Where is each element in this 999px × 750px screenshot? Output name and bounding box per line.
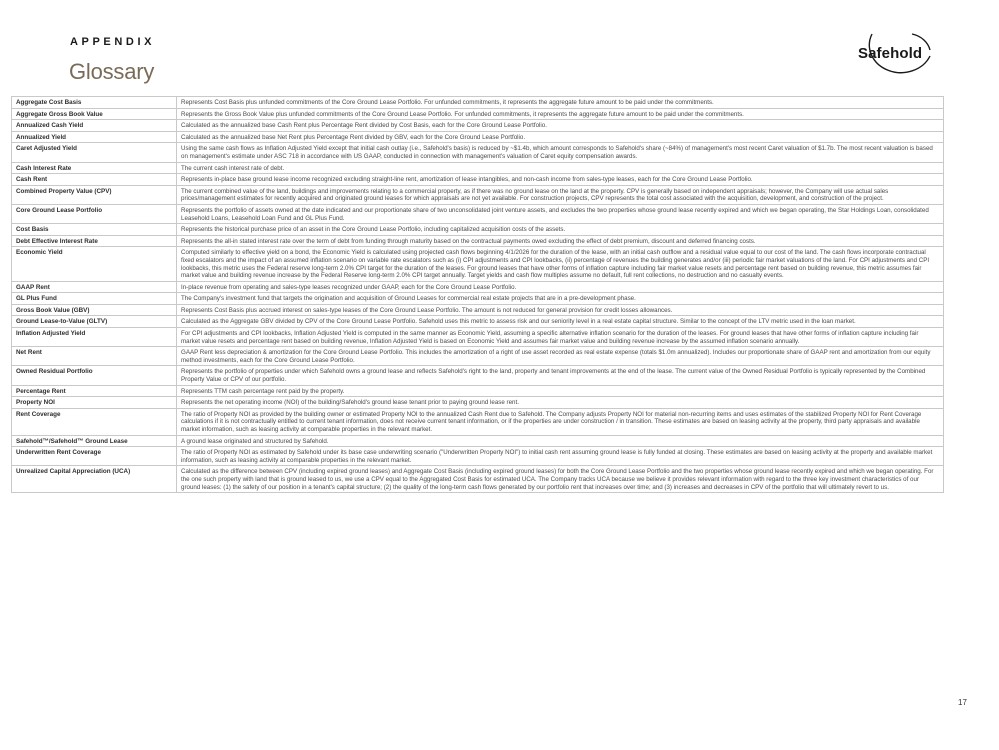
- glossary-row: [12, 235, 944, 247]
- glossary-definition: For CPI adjustments and CPI lookbacks, Inflation Adjusted Yield is computed in the same manner as Economic Yield, assuming a specific alternative inflation scenario for the duration of the leases. For ground leases that have other forms of inflation capture including fair market value resets and percentage rent based on building revenue, Inflation Adjusted Yield is based on Economic Yield and assumes fair market value and building revenue increase by the assumed inflation scenario annually.: [177, 328, 944, 347]
- glossary-term: Debt Effective Interest Rate: [12, 235, 177, 247]
- glossary-row: [12, 174, 944, 186]
- glossary-definition: Calculated as the Aggregate GBV divided by CPV of the Core Ground Lease Portfolio. Safehold uses this metric to assess risk and our seniority level in a real estate capital structure. Similar to the concept of the LTV metric used in the loan market.: [177, 316, 944, 328]
- glossary-row: [12, 447, 944, 466]
- glossary-definition: Calculated as the difference between CPV (including expired ground leases) and Aggregate Cost Basis (including expired ground leases) for both the Core Ground Lease Portfolio and the two properties whose ground lease recently expired and which we began operating. For the one such property with land that is ground leased to us, we use a CPV equal to the Aggregated Cost Basis for estimated UCA. The Company tracks UCA because we believe it provides relevant information with regard to the three key investment characteristics of our ground leases: (1) the safety of our position in a tenant's capital structure; (2) the quality of the long-term cash flows generated by our portfolio rent that increases over time; and (3) increases and decreases in CPV of the portfolio that will ultimately revert to us.: [177, 466, 944, 493]
- glossary-definition: In-place revenue from operating and sales-type leases recognized under GAAP, each for the Core Ground Lease Portfolio.: [177, 281, 944, 293]
- glossary-row: [12, 385, 944, 397]
- glossary-definition: The current combined value of the land, buildings and improvements relating to a commercial property, as if there was no ground lease on the land at the property. CPV is generally based on independent appraisals; however, the Company will use actual sales prices/management estimates for recently acquired and originated ground leases for which appraisals are not yet available. For construction projects, CPV represents the total cost associated with the acquisition, development, and construction of the project.: [177, 185, 944, 204]
- glossary-definition: Using the same cash flows as Inflation Adjusted Yield except that initial cash outlay (i.e., Safehold's basis) is reduced by ~$1.4b, which amount corresponds to Safehold's share (~84%) of management's most recent Caret valuation of $1.7b. The most recent valuation is based on management's estimate under ASC 718 in accordance with US GAAP, conducted in connection with management's valuation of Caret equity compensation awards.: [177, 143, 944, 162]
- glossary-term: Cash Interest Rate: [12, 162, 177, 174]
- glossary-term: Ground Lease-to-Value (GLTV): [12, 316, 177, 328]
- glossary-term: Aggregate Cost Basis: [12, 97, 177, 109]
- glossary-definition: Represents the net operating income (NOI) of the building/Safehold's ground lease tenant prior to paying ground lease rent.: [177, 397, 944, 409]
- glossary-row: [12, 204, 944, 223]
- glossary-row: [12, 435, 944, 447]
- glossary-row: [12, 328, 944, 347]
- glossary-row: [12, 304, 944, 316]
- glossary-definition: Represents the Gross Book Value plus unfunded commitments of the Core Ground Lease Portfolio. For unfunded commitments, it represents the aggregate future amount to be paid under the commitments.: [177, 108, 944, 120]
- glossary-row: [12, 224, 944, 236]
- glossary-row: [12, 108, 944, 120]
- glossary-definition: Computed similarly to effective yield on a bond, the Economic Yield is calculated using projected cash flows beginning 4/1/2026 for the duration of the lease, with an initial cash outflow and a residual value equal to our cost of the land. The cash flows incorporate contractual fixed escalators and the impact of an assumed inflation scenario on variable rate escalators such as (i) CPI adjustments and CPI lookbacks, (ii) percentage of revenues the building generates and/or (iii) periodic fair market valuations of the land. For CPI adjustments and CPI lookbacks, this metric uses the Federal reserve long-term 2.0% CPI target for the duration of the leases. For ground leases that have other forms of inflation capture including fair market value resets and percentage rent based on building revenue, this metric assumes fair market value and building revenue increase by the Federal Reserve long-term 2.0% CPI target annually. Target yields and cash flow multiples assume no default, full rent collections, no destruction and no casualty events.: [177, 247, 944, 281]
- glossary-row: [12, 120, 944, 132]
- glossary-term: Rent Coverage: [12, 408, 177, 435]
- glossary-definition: Calculated as the annualized base Cash Rent plus Percentage Rent divided by Cost Basis, each for the Core Ground Lease Portfolio.: [177, 120, 944, 132]
- section-eyebrow: APPENDIX: [70, 36, 156, 48]
- safehold-logo: [852, 30, 934, 80]
- glossary-row: [12, 316, 944, 328]
- glossary-row: [12, 397, 944, 409]
- glossary-definition: Represents the all-in stated interest rate over the term of debt from funding through maturity based on the contractual payments owed excluding the effect of debt premium, discount and deferred financing costs.: [177, 235, 944, 247]
- glossary-row: [12, 366, 944, 385]
- glossary-row: [12, 281, 944, 293]
- glossary-definition: Represents the historical purchase price of an asset in the Core Ground Lease Portfolio, including capitalized acquisition costs of the assets.: [177, 224, 944, 236]
- glossary-definition: The ratio of Property NOI as provided by the building owner or estimated Property NOI to the annualized Cash Rent due to Safehold. The Company adjusts Property NOI for material non-recurring items and uses estimates of the stabilized Property NOI for Rent Coverage calculations if it is not contractually entitled to current tenant information, does not receive current tenant information, or if the properties are under construction / in transition. These estimates are based on leasing activity at the property, third party appraisals and available market information, such as leasing activity at comparable properties in the relevant market.: [177, 408, 944, 435]
- glossary-definition: A ground lease originated and structured by Safehold.: [177, 435, 944, 447]
- glossary-table: [11, 96, 944, 493]
- glossary-term: Aggregate Gross Book Value: [12, 108, 177, 120]
- glossary-row: [12, 97, 944, 109]
- glossary-definition: The Company's investment fund that targets the origination and acquisition of Ground Leases for commercial real estate projects that are in a pre-development phase.: [177, 293, 944, 305]
- glossary-definition: Represents TTM cash percentage rent paid by the property.: [177, 385, 944, 397]
- glossary-row: [12, 131, 944, 143]
- glossary-term: Percentage Rent: [12, 385, 177, 397]
- page-title: Glossary: [69, 59, 155, 84]
- glossary-term: Caret Adjusted Yield: [12, 143, 177, 162]
- glossary-term: Unrealized Capital Appreciation (UCA): [12, 466, 177, 493]
- glossary-row: [12, 408, 944, 435]
- glossary-row: [12, 247, 944, 281]
- glossary-term: Underwritten Rent Coverage: [12, 447, 177, 466]
- glossary-term: Cash Rent: [12, 174, 177, 186]
- glossary-definition: Represents the portfolio of assets owned at the date indicated and our proportionate share of two unconsolidated joint venture assets, and excludes the two properties whose ground lease recently expired and which we began operating, the Star Holdings Loan, consolidated Leasehold Loans, Leasehold Loan Fund and GL Plus Fund.: [177, 204, 944, 223]
- page-number: 17: [958, 698, 967, 707]
- glossary-term: Economic Yield: [12, 247, 177, 281]
- glossary-term: Cost Basis: [12, 224, 177, 236]
- glossary-row: [12, 185, 944, 204]
- glossary-definition: The current cash interest rate of debt.: [177, 162, 944, 174]
- glossary-term: Annualized Yield: [12, 131, 177, 143]
- glossary-term: GL Plus Fund: [12, 293, 177, 305]
- glossary-row: [12, 162, 944, 174]
- glossary-term: Property NOI: [12, 397, 177, 409]
- glossary-term: Gross Book Value (GBV): [12, 304, 177, 316]
- glossary-term: Annualized Cash Yield: [12, 120, 177, 132]
- glossary-term: Core Ground Lease Portfolio: [12, 204, 177, 223]
- glossary-definition: Represents Cost Basis plus accrued interest on sales-type leases of the Core Ground Lease Portfolio. The amount is not reduced for general provision for credit losses allowances.: [177, 304, 944, 316]
- glossary-term: Combined Property Value (CPV): [12, 185, 177, 204]
- glossary-definition: Represents Cost Basis plus unfunded commitments of the Core Ground Lease Portfolio. For unfunded commitments, it represents the aggregate future amount to be paid under the commitments.: [177, 97, 944, 109]
- glossary-term: Owned Residual Portfolio: [12, 366, 177, 385]
- glossary-row: [12, 293, 944, 305]
- glossary-row: [12, 347, 944, 366]
- glossary-term: Safehold™/Safehold™ Ground Lease: [12, 435, 177, 447]
- glossary-definition: Represents in-place base ground lease income recognized excluding straight-line rent, amortization of lease intangibles, and non-cash income from sales-type leases, each for the Core Ground Lease Portfolio.: [177, 174, 944, 186]
- glossary-term: Net Rent: [12, 347, 177, 366]
- glossary-term: Inflation Adjusted Yield: [12, 328, 177, 347]
- glossary-definition: The ratio of Property NOI as estimated by Safehold under its base case underwriting scenario ("Underwritten Property NOI") to initial cash rent assuming ground lease is fully funded at closing. These estimates are based on leasing activity at the property and available market information, such as leasing activity at comparable properties in the relevant market.: [177, 447, 944, 466]
- glossary-term: GAAP Rent: [12, 281, 177, 293]
- glossary-definition: Represents the portfolio of properties under which Safehold owns a ground lease and reflects Safehold's right to the land, property and tenant improvements at the end of the lease. The current value of the Owned Residual Portfolio is typically represented by the Combined Property Value or CPV of our portfolio.: [177, 366, 944, 385]
- glossary-definition: GAAP Rent less depreciation & amortization for the Core Ground Lease Portfolio. This includes the amortization of a right of use asset recorded as real estate expense (totals $1.0m annualized). Includes our proportionate share of GAAP rent and amortization from our equity method investments, each for the Core Ground Lease Portfolio.: [177, 347, 944, 366]
- logo-text: Safehold: [858, 45, 923, 62]
- glossary-row: [12, 466, 944, 493]
- glossary-definition: Calculated as the annualized base Net Rent plus Percentage Rent divided by GBV, each for the Core Ground Lease Portfolio.: [177, 131, 944, 143]
- glossary-row: [12, 143, 944, 162]
